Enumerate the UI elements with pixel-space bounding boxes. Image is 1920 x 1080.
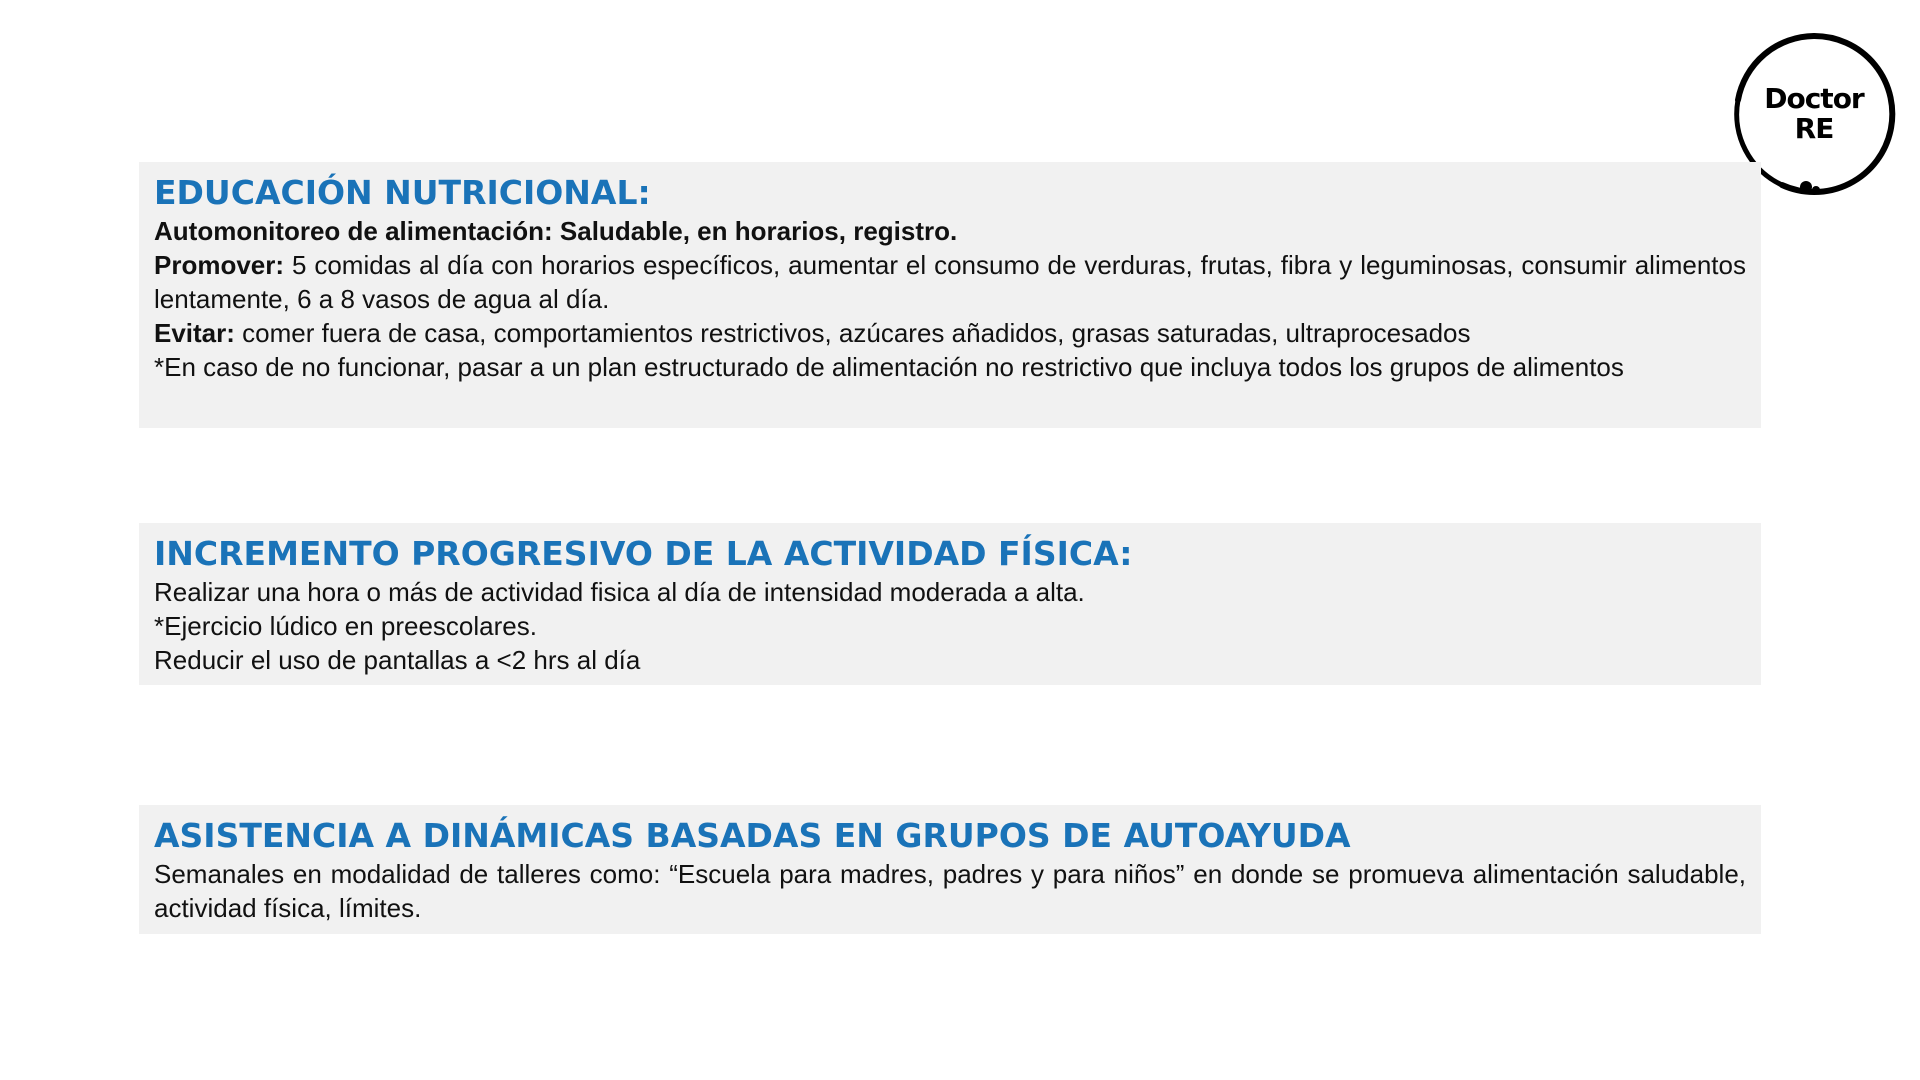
evitar-paragraph [154, 316, 1746, 350]
promover-paragraph [154, 248, 1746, 316]
section-title: ASISTENCIA A DINÁMICAS BASADAS EN GRUPOS DE AUTOAYUDA [154, 816, 1351, 855]
logo-text-re: RE [1794, 112, 1834, 145]
autoayuda-paragraph: Semanales en modalidad de talleres como: “Escuela para madres, padres y para niños” en donde se promueva alimentación saludable, actividad física, límites. [154, 859, 1746, 923]
section-title: EDUCACIÓN NUTRICIONAL: [154, 173, 651, 212]
evitar-label: Evitar: [154, 318, 235, 348]
logo-text-doctor: Doctor [1764, 82, 1864, 115]
section-actividad-fisica [139, 523, 1761, 685]
section-grupos-autoayuda [139, 805, 1761, 934]
actividad-line: Reducir el uso de pantallas a <2 hrs al día [154, 645, 641, 675]
nutricion-note: *En caso de no funcionar, pasar a un plan estructurado de alimentación no restrictivo que incluya todos los grupos de alimentos [154, 352, 1624, 382]
actividad-line: *Ejercicio lúdico en preescolares. [154, 611, 537, 641]
evitar-text: comer fuera de casa, comportamientos restrictivos, azúcares añadidos, grasas saturadas, ultraprocesados [234, 318, 1471, 348]
section-title: INCREMENTO PROGRESIVO DE LA ACTIVIDAD FÍSICA: [154, 534, 1133, 573]
promover-text: 5 comidas al día con horarios específicos, aumentar el consumo de verduras, frutas, fibra y leguminosas, consumir alimentos lentamente, 6 a 8 vasos de agua al día. [154, 250, 1746, 314]
automonitoreo-line: Automonitoreo de alimentación: Saludable, en horarios, registro. [154, 216, 958, 246]
promover-label: Promover: [154, 250, 285, 280]
actividad-line: Realizar una hora o más de actividad fisica al día de intensidad moderada a alta. [154, 577, 1085, 607]
section-educacion-nutricional [139, 162, 1761, 428]
